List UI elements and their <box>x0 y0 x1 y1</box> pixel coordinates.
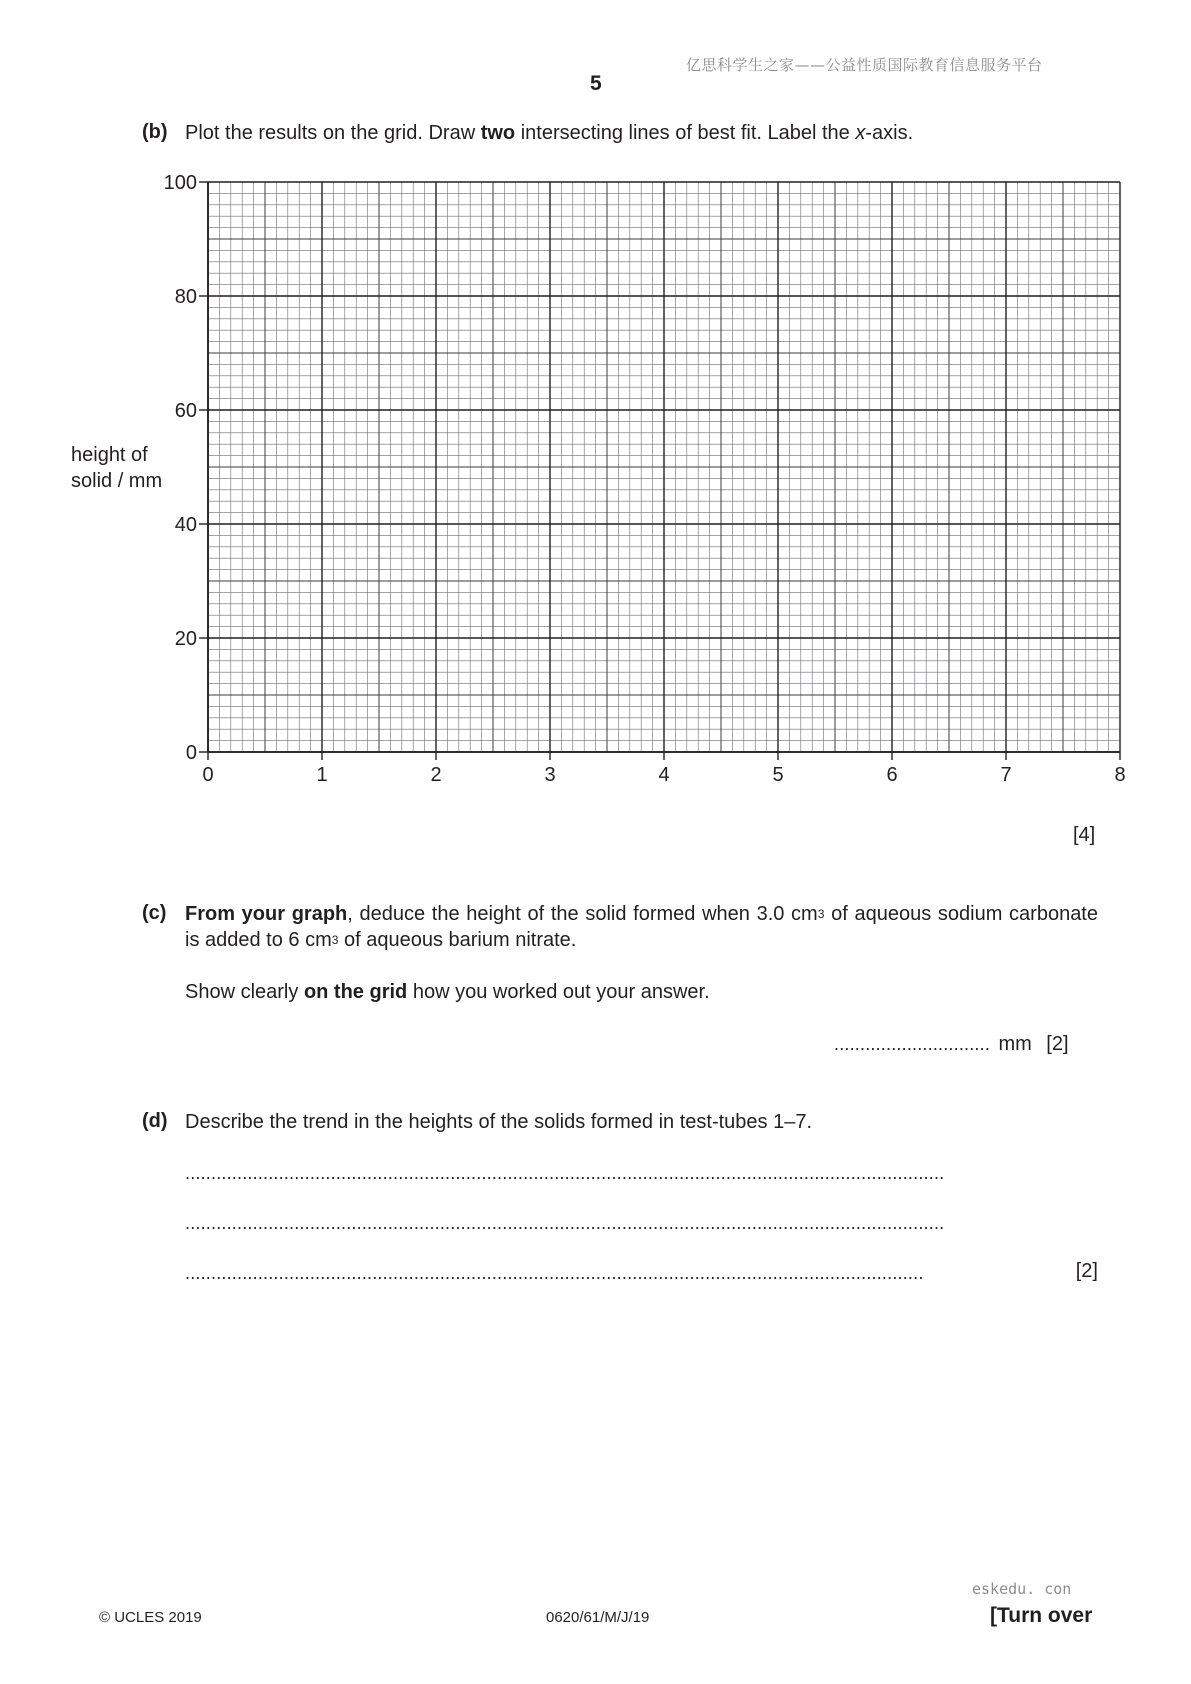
answer-unit: mm <box>998 1033 1032 1055</box>
part-c-question <box>185 901 1098 953</box>
y-tick-label: 100 <box>163 172 197 194</box>
part-c-text-3: of aqueous barium nitrate. <box>338 929 577 951</box>
part-c-show-1: Show clearly <box>185 981 304 1003</box>
answer-dots[interactable]: .............................. <box>834 1034 991 1054</box>
y-tick-label: 20 <box>174 628 197 650</box>
y-axis-label-line1: height of <box>71 444 148 466</box>
graph-tick-labels <box>164 172 1126 786</box>
part-c-text-2: of aqueous sodium carbonate is added to 6 cm <box>185 903 1098 951</box>
part-c-show-2: how you worked out your answer. <box>407 981 710 1003</box>
x-tick-label: 8 <box>1114 764 1126 786</box>
part-b-text-3: -axis. <box>865 122 914 144</box>
part-b-label: (b) <box>142 121 168 143</box>
part-c-sup-2: 3 <box>331 933 339 947</box>
part-c-show-bold: on the grid <box>303 981 408 1003</box>
graph-ticks <box>199 182 1120 760</box>
y-axis-label-line2: solid / mm <box>71 470 163 492</box>
part-c-sup-1: 3 <box>817 907 825 921</box>
part-d-answer-line-2[interactable]: .................................................................................................................................................. <box>185 1213 945 1233</box>
turn-over: [Turn over <box>990 1604 1093 1627</box>
part-d-question: Describe the trend in the heights of the solids formed in test-tubes 1–7. <box>185 1111 813 1133</box>
y-tick-label: 80 <box>174 286 197 308</box>
part-c-show-working <box>185 979 710 1005</box>
y-tick-label: 40 <box>174 514 197 536</box>
part-d-marks: [2] <box>1075 1260 1098 1282</box>
part-d-label: (d) <box>142 1110 168 1132</box>
part-c-label: (c) <box>142 902 167 924</box>
part-b-text-2: intersecting lines of best fit. Label the <box>515 122 856 144</box>
page-number: 5 <box>590 72 602 95</box>
footer-watermark: eskedu. con <box>972 1580 1072 1598</box>
part-d-answer-line-1[interactable]: .................................................................................................................................................. <box>185 1163 945 1183</box>
x-tick-label: 7 <box>1000 764 1012 786</box>
part-d-answer-line-3[interactable]: .............................................................................................................................................. <box>185 1263 924 1283</box>
y-tick-label: 60 <box>174 400 197 422</box>
part-b-text-italic: x <box>855 122 866 144</box>
footer-copyright: © UCLES 2019 <box>99 1609 202 1626</box>
part-b-text-bold: two <box>480 122 516 144</box>
part-b-marks: [4] <box>1073 824 1096 846</box>
x-tick-label: 2 <box>430 764 442 786</box>
header-watermark: 亿思科学生之家——公益性质国际教育信息服务平台 <box>686 56 1043 74</box>
x-tick-label: 5 <box>772 764 784 786</box>
part-c-marks: [2] <box>1046 1033 1069 1055</box>
part-c-text-1: , deduce the height of the solid formed when 3.0 cm <box>347 903 818 925</box>
y-tick-label: 0 <box>185 742 197 764</box>
graph-grid[interactable] <box>0 0 1191 800</box>
part-c-answer-line[interactable] <box>834 1031 1069 1057</box>
x-tick-label: 6 <box>886 764 898 786</box>
x-tick-label: 4 <box>658 764 670 786</box>
footer-paper-code: 0620/61/M/J/19 <box>546 1609 650 1626</box>
x-tick-label: 3 <box>544 764 556 786</box>
part-b-text-1: Plot the results on the grid. Draw <box>185 122 481 144</box>
x-tick-label: 0 <box>202 764 214 786</box>
part-d-answer-line-3-row <box>185 1260 1098 1284</box>
part-c-bold: From your graph <box>185 903 348 925</box>
x-tick-label: 1 <box>316 764 328 786</box>
